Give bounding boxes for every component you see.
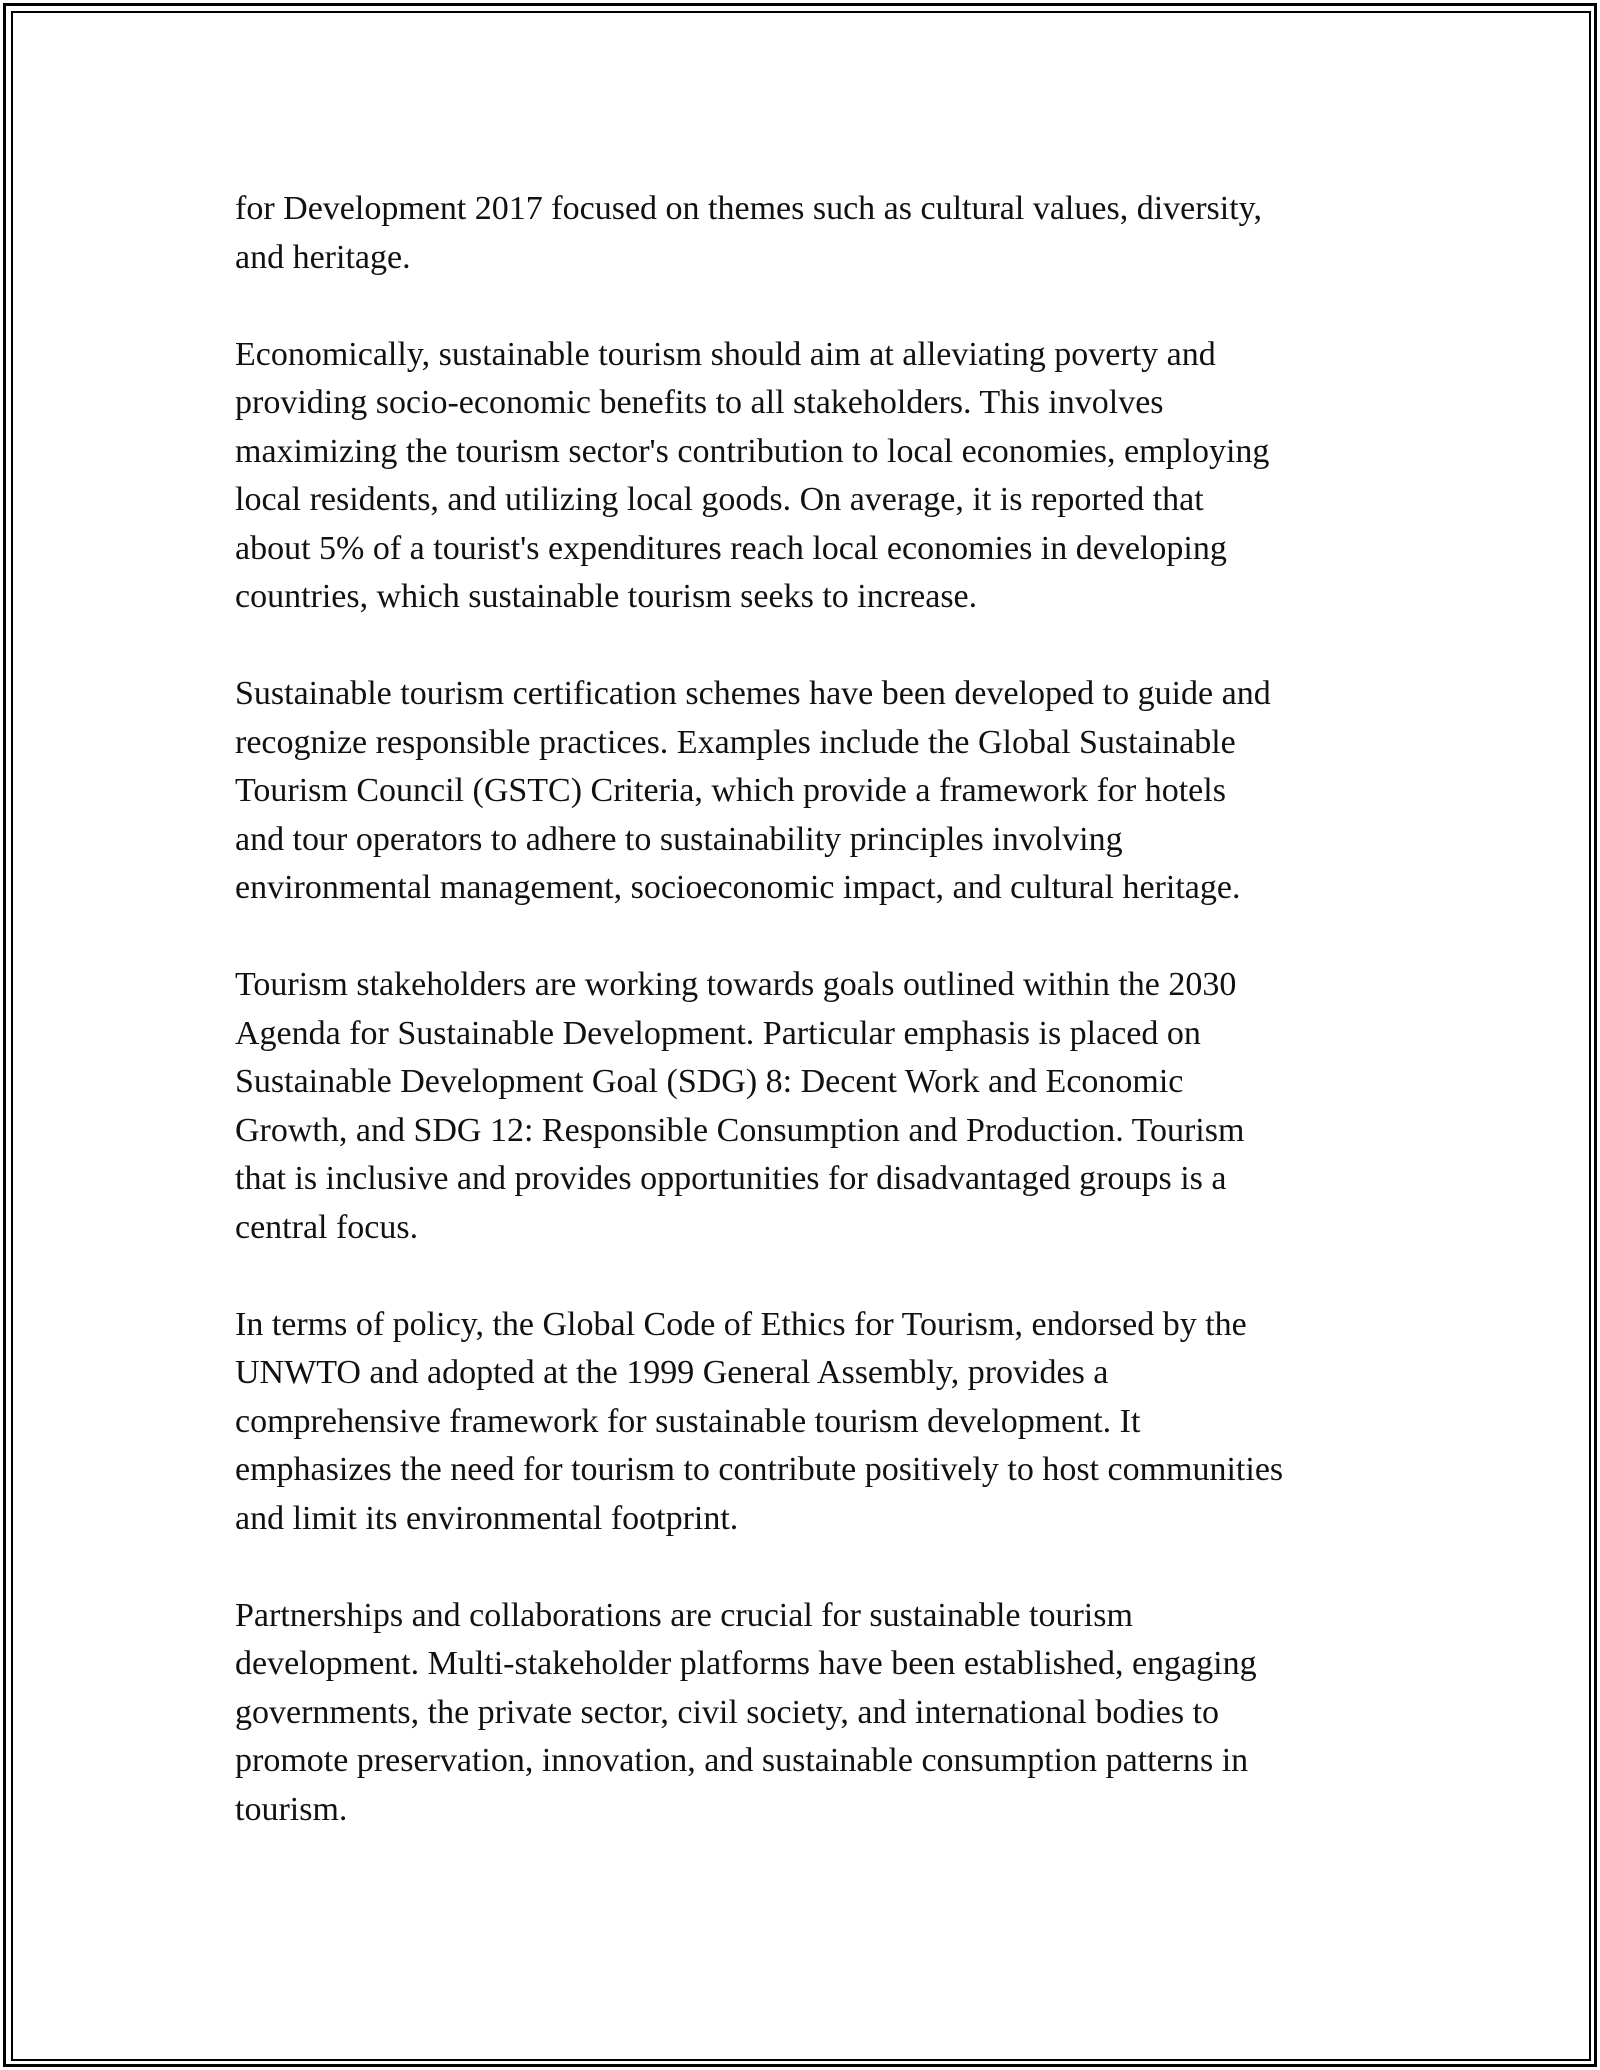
- text-line: Sustainable tourism certification schemes have been developed to guide and: [235, 675, 1271, 712]
- text-line: environmental management, socioeconomic impact, and cultural heritage.: [235, 869, 1241, 906]
- text-line: promote preservation, innovation, and sustainable consumption patterns in: [235, 1742, 1249, 1779]
- paragraph-1: [235, 185, 1375, 282]
- text-line: development. Multi-stakeholder platforms have been established, engaging: [235, 1645, 1257, 1682]
- paragraph-5: [235, 1301, 1375, 1544]
- document-body: [235, 185, 1375, 1883]
- text-line: providing socio-economic benefits to all stakeholders. This involves: [235, 384, 1164, 421]
- text-line: emphasizes the need for tourism to contribute positively to host communities: [235, 1451, 1284, 1488]
- text-line: recognize responsible practices. Examples include the Global Sustainable: [235, 723, 1236, 761]
- text-line: central focus.: [235, 1208, 419, 1246]
- text-line: about 5% of a tourist's expenditures reach local economies in developing: [235, 529, 1227, 567]
- paragraph-2: [235, 331, 1375, 622]
- text-line: comprehensive framework for sustainable tourism development. It: [235, 1402, 1141, 1440]
- paragraph-6: [235, 1592, 1375, 1835]
- text-line: and tour operators to adhere to sustainability principles involving: [235, 820, 1123, 858]
- text-line: that is inclusive and provides opportunities for disadvantaged groups is a: [235, 1160, 1227, 1197]
- text-line: countries, which sustainable tourism seeks to increase.: [235, 578, 978, 615]
- text-line: Economically, sustainable tourism should aim at alleviating poverty and: [235, 335, 1216, 373]
- text-line: Tourism Council (GSTC) Criteria, which provide a framework for hotels: [235, 772, 1226, 809]
- text-line: maximizing the tourism sector's contribution to local economies, employing: [235, 432, 1270, 470]
- text-line: tourism.: [235, 1790, 348, 1828]
- paragraph-4: [235, 961, 1375, 1252]
- text-line: Partnerships and collaborations are crucial for sustainable tourism: [235, 1596, 1133, 1634]
- text-line: Agenda for Sustainable Development. Particular emphasis is placed on: [235, 1014, 1201, 1052]
- text-line: local residents, and utilizing local goods. On average, it is reported that: [235, 481, 1204, 518]
- paragraph-3: [235, 670, 1375, 913]
- text-line: Growth, and SDG 12: Responsible Consumption and Production. Tourism: [235, 1111, 1245, 1149]
- text-line: for Development 2017 focused on themes such as cultural values, diversity,: [235, 190, 1262, 227]
- text-line: Sustainable Development Goal (SDG) 8: Decent Work and Economic: [235, 1063, 1184, 1100]
- text-line: governments, the private sector, civil society, and international bodies to: [235, 1693, 1220, 1731]
- text-line: and heritage.: [235, 238, 411, 276]
- text-line: Tourism stakeholders are working towards goals outlined within the 2030: [235, 966, 1237, 1003]
- text-line: In terms of policy, the Global Code of Ethics for Tourism, endorsed by the: [235, 1305, 1247, 1343]
- text-line: UNWTO and adopted at the 1999 General Assembly, provides a: [235, 1354, 1109, 1391]
- text-line: and limit its environmental footprint.: [235, 1499, 739, 1537]
